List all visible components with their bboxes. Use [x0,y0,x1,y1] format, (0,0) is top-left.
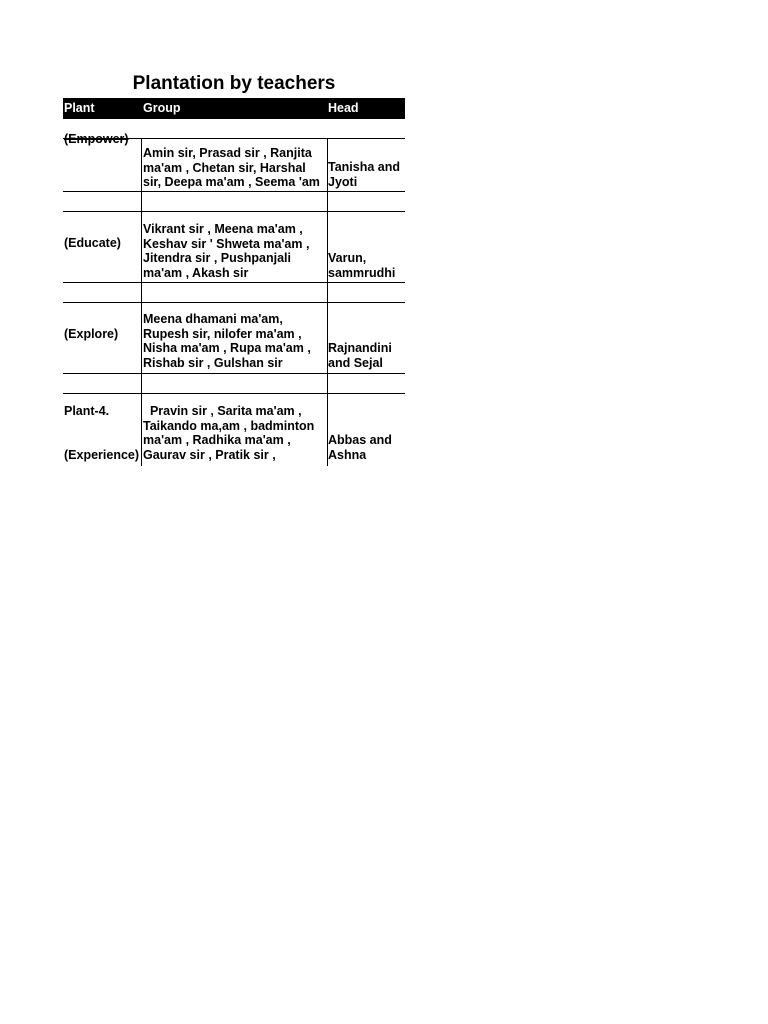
column-divider [141,192,142,211]
table-row [63,119,405,146]
plant-subtitle: (Experience) [64,448,140,462]
table-row [63,283,405,303]
group-members: Vikrant sir , Meena ma'am , Keshav sir ' Shweta ma'am , Jitendra sir , Pushpanjali ma'am , Akash sir [143,222,310,280]
group-head: Tanisha and Jyoti [328,160,401,189]
plantation-table [63,98,405,466]
table-row [63,303,405,374]
plant-name: (Explore) [64,327,119,341]
column-divider [327,374,328,393]
group-head: Abbas and Ashna [328,433,392,462]
column-header-group: Group [143,101,181,115]
column-divider [327,283,328,302]
column-header-plant: Plant [64,101,95,115]
column-divider [327,192,328,211]
column-divider [141,139,142,191]
table-header-row [63,98,405,119]
group-head: Varun, sammrudhi [328,251,396,280]
column-divider [141,283,142,302]
column-divider [141,394,142,466]
plant-name: Plant-4. [64,404,110,418]
table-row [63,192,405,212]
group-members: Pravin sir , Sarita ma'am , Taikando ma,am , badminton ma'am , Radhika ma'am , Gaurav sir , Pratik sir , [143,404,318,462]
group-members: Amin sir, Prasad sir , Ranjita ma'am , Chetan sir, Harshal sir, Deepa ma'am , Seema 'am [143,146,320,189]
group-members: Meena dhamani ma'am, Rupesh sir, nilofer ma'am , Nisha ma'am , Rupa ma'am , Rishab sir , Gulshan sir [143,312,311,370]
group-head: Rajnandini and Sejal [328,341,392,370]
column-divider [141,303,142,373]
column-header-head: Head [328,101,359,115]
column-divider [141,374,142,393]
document-title: Plantation by teachers [132,73,336,94]
plant-name: (Empower) [64,132,129,146]
table-row [63,212,405,283]
column-divider [141,212,142,282]
table-row [63,394,405,466]
table-row [63,374,405,394]
plant-name: (Educate) [64,236,121,250]
table-row [63,139,405,192]
